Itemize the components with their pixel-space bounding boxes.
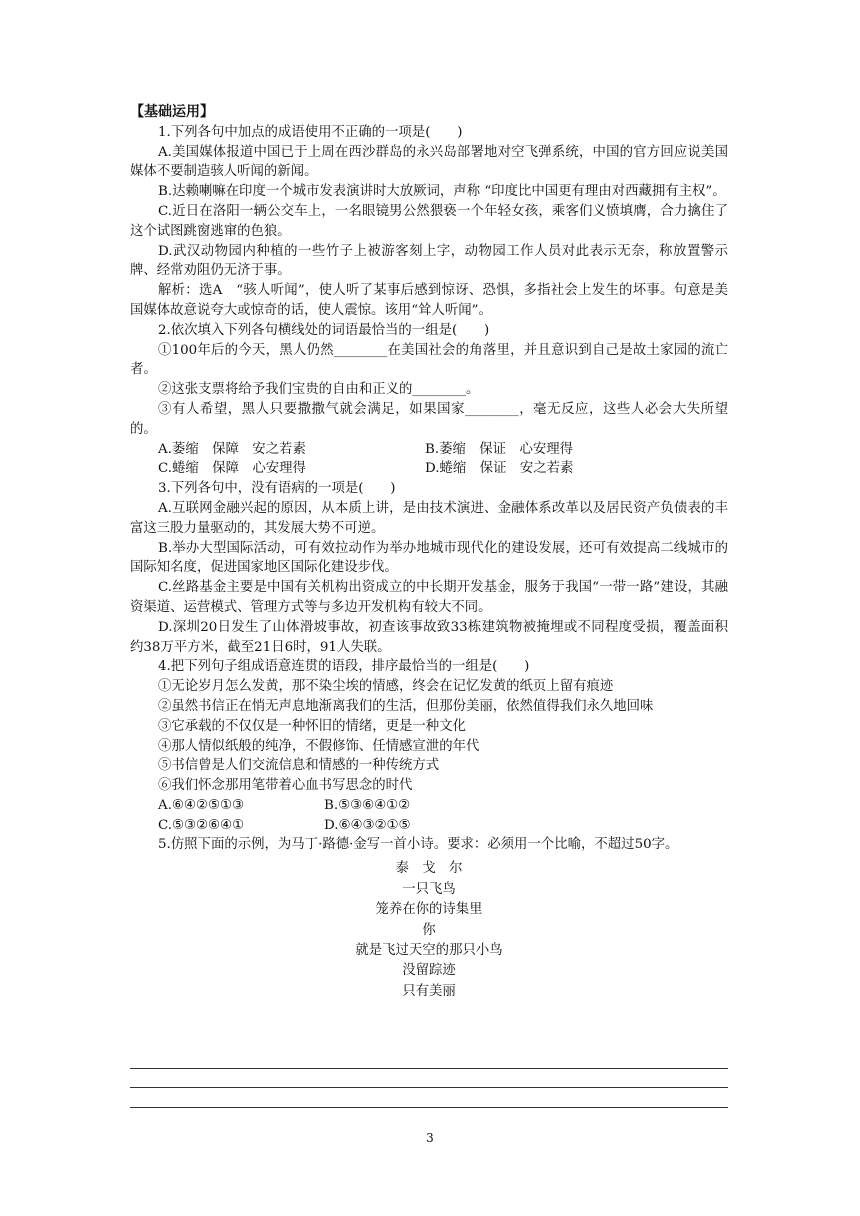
question-2-option-b: B.萎缩 保证 心安理得 [425,441,574,457]
question-1-option-a: A.美国媒体报道中国已于上周在西沙群岛的永兴岛部署地对空飞弹系统，中国的官方回应说美国媒体不要制造骇人听闻的新闻。 [130,144,728,180]
question-4-option-d: D.⑥④③②①⑤ [324,817,411,833]
question-4-option-b: B.⑤③⑥④①② [324,797,411,813]
question-3-stem: 3.下列各句中，没有语病的一项是( ) [158,481,396,497]
question-2-sentence-3: ③有人希望，黑人只要撒撒气就会满足，如果国家________，毫无反应，这些人必会大失所望的。 [130,401,728,437]
question-2-options-row-1 [130,440,728,460]
question-4-options-row-1 [130,796,728,816]
question-2-option-a: A.萎缩 保障 安之若素 [158,441,306,457]
question-4-sentence-4: ④那人情似纸般的纯净，不假修饰、任情感宣泄的年代 [158,738,480,754]
question-5-stem: 5.仿照下面的示例，为马丁·路德·金写一首小诗。要求：必须用一个比喻，不超过50字。 [158,837,679,853]
question-4-sentence-3: ③它承载的不仅仅是一种怀旧的情绪，更是一种文化 [158,718,466,734]
poem-line: 就是飞过天空的那只小鸟 [355,942,503,958]
poem-title: 泰 戈 尔 [395,861,463,877]
question-4-options-row-2 [130,816,728,836]
question-2-options-row-2 [130,459,728,479]
question-2-option-d: D.蜷缩 保证 安之若素 [425,461,574,477]
question-4-option-a: A.⑥④②⑤①③ [158,797,244,813]
section-title: 【基础运用】 [130,104,214,120]
question-2-sentence-2: ②这张支票将给予我们宝贵的自由和正义的________。 [158,382,480,398]
question-1-option-b: B.达赖喇嘛在印度一个城市发表演讲时大放厥词，声称 “印度比中国更有理由对西藏拥有主权”。 [158,184,726,200]
question-1-stem: 1.下列各句中加点的成语使用不正确的一项是( ) [158,124,463,140]
question-4-option-c: C.⑤③②⑥④① [158,817,245,833]
poem-line: 没留踪迹 [402,963,456,979]
question-3-option-d: D.深圳20日发生了山体滑坡事故，初查该事故致33栋建筑物被掩埋或不同程度受损，覆盖面积约38万平方米，截至21日6时，91人失联。 [130,619,728,655]
question-4-sentence-1: ①无论岁月怎么发黄，那不染尘埃的情感，终会在记忆发黄的纸页上留有痕迹 [158,679,614,695]
question-3-option-a: A.互联网金融兴起的原因，从本质上讲，是由技术演进、金融体系改革以及居民资产负债表的丰富这三股力量驱动的，其发展大势不可逆。 [130,500,728,536]
question-4-stem: 4.把下列句子组成语意连贯的语段，排序最恰当的一组是( ) [158,659,530,675]
question-3-option-c: C.丝路基金主要是中国有关机构出资成立的中长期开发基金，服务于我国“一带一路”建设，其融资渠道、运营模式、管理方式等与多边开发机构有较大不同。 [130,580,728,615]
answer-line[interactable] [130,1107,728,1108]
question-4-sentence-5: ⑤书信曾是人们交流信息和情感的一种传统方式 [158,758,440,774]
question-1-option-c: C.近日在洛阳一辆公交车上，一名眼镜男公然猥亵一个年轻女孩，乘客们义愤填膺，合力擒住了这个试图跳窗逃窜的色狼。 [130,203,728,239]
answer-line[interactable] [130,1068,728,1069]
example-poem [130,859,728,1002]
question-3-option-b: B.举办大型国际活动，可有效拉动作为举办地城市现代化的建设发展，还可有效提高二线城市的国际知名度，促进国家地区国际化建设步伐。 [130,540,728,576]
answer-line[interactable] [130,1087,728,1088]
poem-line: 笼养在你的诗集里 [375,902,483,918]
question-1-option-d: D.武汉动物园内种植的一些竹子上被游客刻上字，动物园工作人员对此表示无奈，称放置警示牌、经常劝阻仍无济于事。 [130,243,728,279]
poem-line: 一只飞鸟 [402,881,456,897]
poem-line: 只有美丽 [402,983,456,999]
question-2-stem: 2.依次填入下列各句横线处的词语最恰当的一组是( ) [158,322,490,338]
poem-line: 你 [422,922,436,938]
page-content [130,103,728,1002]
question-2-option-c: C.蜷缩 保障 心安理得 [158,461,306,477]
question-2-sentence-1: ①100年后的今天，黑人仍然________在美国社会的角落里，并且意识到自己是故土家园的流亡者。 [130,342,728,378]
question-1-analysis: 解析：选A “骇人听闻”，使人听了某事后感到惊讶、恐惧，多指社会上发生的坏事。句意是美国媒体故意说夸大或惊奇的话，使人震惊。该用“耸人听闻”。 [130,283,728,318]
question-4-sentence-6: ⑥我们怀念那用笔带着心血书写思念的时代 [158,778,413,794]
page-number: 3 [426,1131,434,1145]
question-4-sentence-2: ②虽然书信正在悄无声息地渐离我们的生活，但那份美丽，依然值得我们永久地回味 [158,698,654,714]
